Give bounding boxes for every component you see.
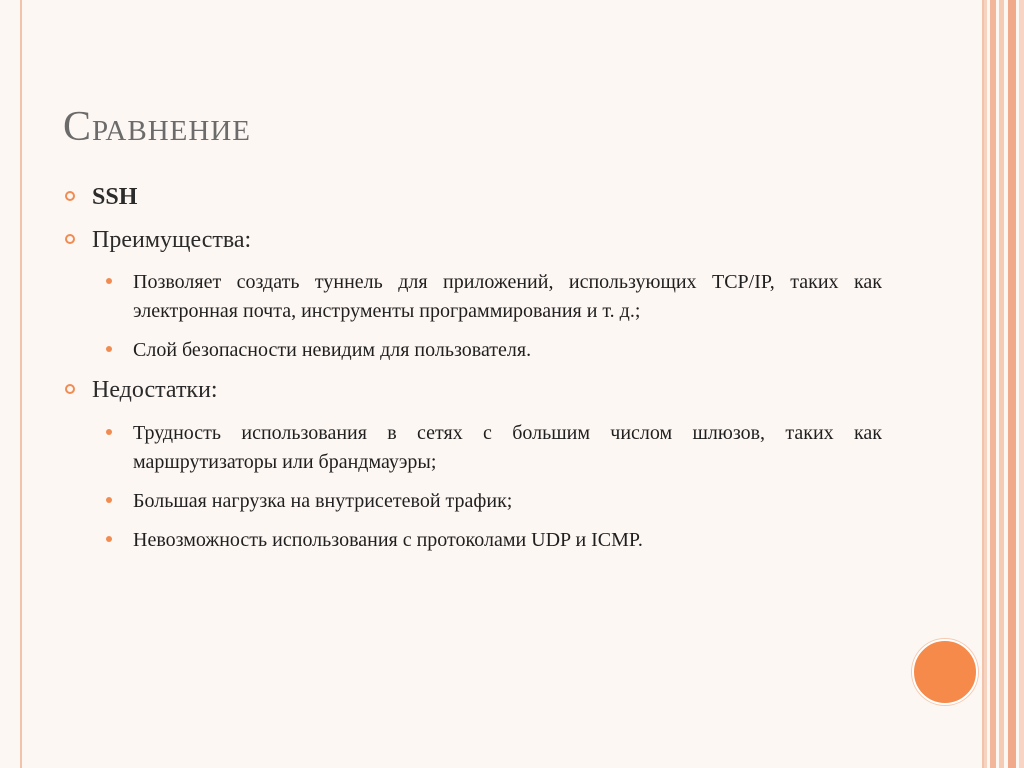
dot-bullet-icon xyxy=(106,497,112,503)
slide-body xyxy=(62,182,882,565)
sub-bullet-item xyxy=(133,487,882,516)
sub-bullet-text: Большая нагрузка на внутрисетевой трафик; xyxy=(133,489,513,512)
dot-bullet-icon xyxy=(106,278,112,284)
bullet-item xyxy=(62,225,882,256)
sub-bullet-item xyxy=(133,419,882,477)
bullet-text: Преимущества: xyxy=(92,227,252,254)
sub-bullet-text: Невозможность использования с протоколами UDP и ICMP. xyxy=(133,528,643,551)
bullet-item xyxy=(62,182,882,213)
dot-bullet-icon xyxy=(106,346,112,352)
sub-bullet-text: Позволяет создать туннель для приложений, использующих TCP/IP, таких как электронная почта, инструменты программирования и т. д.; xyxy=(133,271,882,323)
decor-stripe xyxy=(1008,0,1016,768)
ring-bullet-icon xyxy=(65,384,75,394)
dot-bullet-icon xyxy=(106,429,112,435)
sub-bullet-item xyxy=(133,268,882,326)
decor-stripe xyxy=(1019,0,1024,768)
ring-bullet-icon xyxy=(65,191,75,201)
ring-bullet-icon xyxy=(65,234,75,244)
sub-bullet-text: Трудность использования в сетях с большим числом шлюзов, таких как маршрутизаторы или брандмауэры; xyxy=(133,421,882,473)
decor-stripe xyxy=(999,0,1004,768)
sub-bullet-item xyxy=(133,336,882,365)
sub-bullet-item xyxy=(133,526,882,555)
decor-stripe xyxy=(984,0,987,768)
bullet-item xyxy=(62,375,882,406)
bullet-text: Недостатки: xyxy=(92,377,218,404)
dot-bullet-icon xyxy=(106,536,112,542)
sub-bullet-text: Слой безопасности невидим для пользователя. xyxy=(133,339,532,362)
decor-circle-icon xyxy=(912,639,978,705)
bullet-text: SSH xyxy=(92,184,138,210)
slide-title: Сравнение xyxy=(63,104,251,150)
decor-stripe xyxy=(990,0,996,768)
